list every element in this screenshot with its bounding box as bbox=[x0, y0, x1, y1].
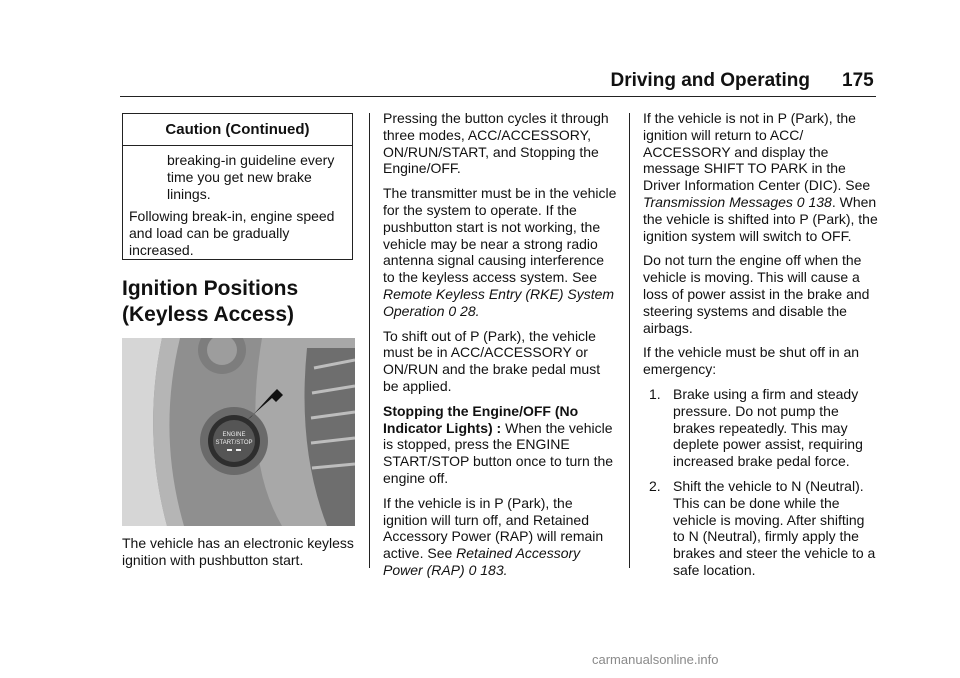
column-divider-1 bbox=[369, 113, 370, 568]
list-item bbox=[643, 478, 878, 579]
section-heading bbox=[122, 276, 362, 328]
list-item-number: 2. bbox=[649, 477, 661, 494]
caution-indent-text: breaking-in guideline every time you get new brake linings. bbox=[167, 152, 335, 202]
col2-p5-text: If the vehicle is in P (Park), the ignition will turn off, and Retained Accessory Power (RAP) will remain active. See bbox=[383, 494, 604, 562]
list-item bbox=[643, 386, 878, 470]
section-heading-line1: Ignition Positions bbox=[122, 277, 299, 300]
list-item-number: 1. bbox=[649, 385, 661, 402]
col2-paragraph-2 bbox=[383, 185, 618, 319]
col3-paragraph-1 bbox=[643, 110, 878, 244]
col1-paragraph: The vehicle has an electronic keyless ignition with pushbutton start. bbox=[122, 535, 354, 568]
col2-paragraph-3: To shift out of P (Park), the vehicle must be in ACC/ACCESSORY or ON/RUN and the brake pedal must be applied. bbox=[383, 327, 601, 394]
col2-p4-text: When the vehicle is stopped, press the ENGINE START/STOP button once to turn the engine off. bbox=[383, 419, 614, 486]
ignition-illustration bbox=[122, 338, 355, 526]
column-divider-2 bbox=[629, 113, 630, 568]
header-rule bbox=[120, 96, 876, 97]
watermark: carmanualsonline.info bbox=[592, 652, 719, 667]
transmission-page-ref: 0 138 bbox=[796, 193, 832, 210]
ignition-figure bbox=[122, 338, 355, 526]
column-2 bbox=[383, 110, 618, 587]
transmission-messages-link[interactable]: Transmission Messages bbox=[643, 193, 793, 210]
column-1 bbox=[122, 535, 358, 577]
list-item-text: Brake using a firm and steady pressure. Do not pump the brakes repeatedly. This may deplete power assist, requiring increased brake pedal force. bbox=[673, 385, 863, 470]
col3-p1-tail: . When the vehicle is shifted into P (Park), the ignition system will switch to OFF. bbox=[643, 193, 878, 244]
page-number: 175 bbox=[842, 70, 874, 91]
rap-page-ref: 0 183. bbox=[468, 561, 508, 578]
col3-paragraph-2: Do not turn the engine off when the vehicle is moving. This will cause a loss of power assist in the brake and steering systems and disable the airbags. bbox=[643, 252, 870, 336]
col3-paragraph-3: If the vehicle must be shut off in an emergency: bbox=[643, 344, 860, 378]
list-item-text: Shift the vehicle to N (Neutral). This can be done while the vehicle is moving. After shifting to N (Neutral), firmly apply the brakes and steer the vehicle to a safe location. bbox=[673, 477, 876, 578]
rke-page-ref: 0 28. bbox=[448, 302, 480, 319]
col2-paragraph-4 bbox=[383, 403, 618, 487]
col2-paragraph-5 bbox=[383, 495, 618, 579]
page-section-title: Driving and Operating bbox=[610, 70, 810, 91]
col3-p1-text: If the vehicle is not in P (Park), the ignition will return to ACC/ ACCESSORY and display the message SHIFT TO PARK in the Driver Information Center (DIC). See bbox=[643, 110, 871, 194]
button-label-line1: ENGINE bbox=[222, 432, 246, 438]
caution-body-text: Following break-in, engine speed and load can be gradually increased. bbox=[129, 208, 335, 258]
rke-reference-link[interactable]: Remote Keyless Entry (RKE) System Operation bbox=[383, 285, 615, 319]
col2-paragraph-1: Pressing the button cycles it through three modes, ACC/ACCESSORY, ON/RUN/START, and Stopping the Engine/OFF. bbox=[383, 110, 609, 177]
caution-heading: Caution (Continued) bbox=[123, 114, 352, 146]
emergency-steps-list bbox=[643, 386, 878, 579]
rap-reference-link[interactable]: Retained Accessory Power (RAP) bbox=[383, 545, 581, 578]
button-label-line2: START/STOP bbox=[215, 440, 253, 446]
caution-body bbox=[123, 146, 352, 259]
stopping-engine-heading: Stopping the Engine/OFF (No Indicator Lights) : bbox=[383, 402, 579, 436]
column-3 bbox=[643, 110, 878, 587]
col2-p2-text: The transmitter must be in the vehicle for the system to operate. If the pushbutton start is not working, the vehicle may be near a strong radio antenna signal causing interference to the keyless access system. See bbox=[383, 185, 617, 286]
section-heading-line2: (Keyless Access) bbox=[122, 303, 294, 326]
caution-box bbox=[122, 113, 353, 260]
